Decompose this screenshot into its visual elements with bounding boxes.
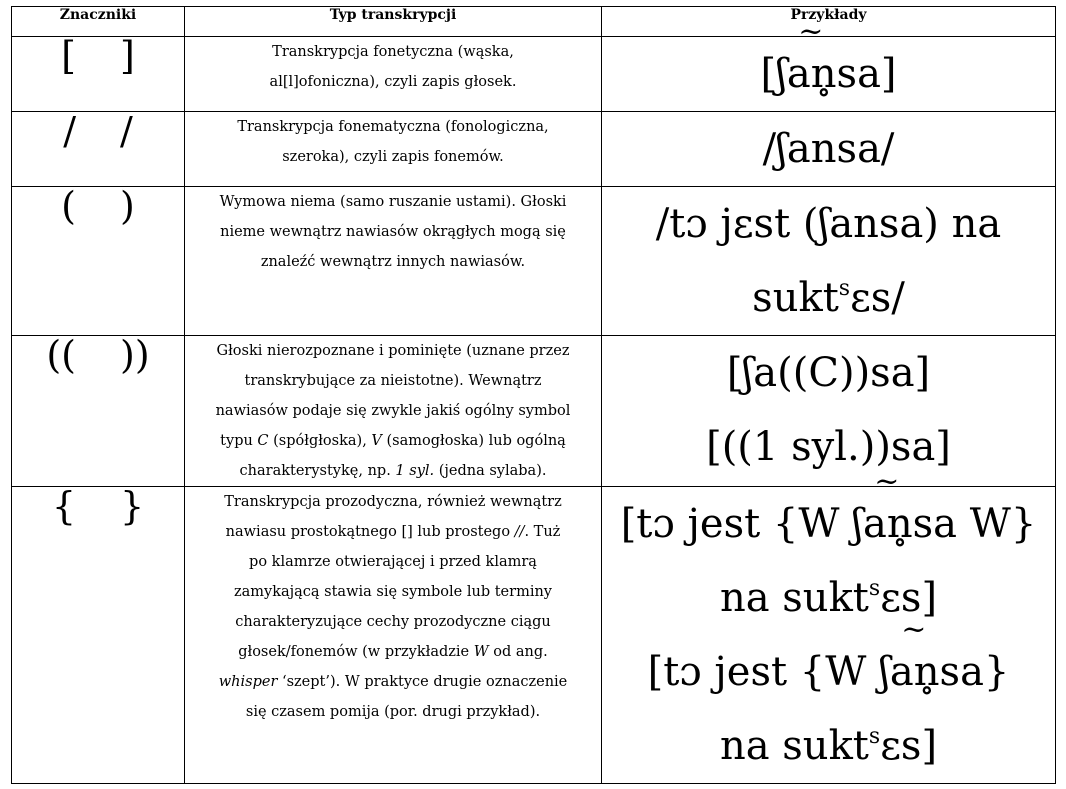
marker-open: { bbox=[51, 484, 76, 528]
marker-open: [ bbox=[61, 34, 76, 78]
table-row bbox=[12, 487, 1056, 784]
description-line: zamykającą stawia się symbole lub terminy bbox=[233, 584, 552, 600]
header-row bbox=[12, 7, 1056, 37]
description-line: Transkrypcja fonetyczna (wąska, bbox=[272, 44, 514, 60]
example-line: na sukt$^s$ɛs] bbox=[719, 575, 938, 621]
marker-cell bbox=[12, 184, 185, 336]
description-line: Transkrypcja fonematyczna (fonologiczna, bbox=[237, 119, 549, 135]
marker-close: )) bbox=[120, 333, 150, 377]
table-row bbox=[12, 187, 1056, 336]
header-examples: Przykłady bbox=[602, 7, 1056, 37]
description-line: się czasem pomija (por. drugi przykład). bbox=[245, 704, 541, 720]
example-line: [tɔ jest {W ʃa ~ n̥sa W} bbox=[620, 464, 1037, 547]
description-line: nawiasu prostokątnego [] lub prostego //. Tuż bbox=[225, 524, 561, 540]
description-line: Transkrypcja prozodyczna, również wewnątrz bbox=[224, 494, 562, 510]
description-line: charakterystykę, np. 1 syl. (jedna sylaba). bbox=[239, 463, 547, 479]
description-cell bbox=[185, 112, 602, 187]
marker-close: ] bbox=[120, 34, 135, 78]
description-line: nawiasów podaje się zwykle jakiś ogólny symbol bbox=[215, 403, 571, 419]
example-line: na sukt$^s$ɛs] bbox=[719, 723, 938, 769]
example-line: /tɔ jɛst (ʃansa) na bbox=[655, 201, 1002, 247]
marker-cell bbox=[12, 109, 185, 187]
description-line: Głoski nierozpoznane i pominięte (uznane przez bbox=[216, 343, 570, 359]
marker-close: ) bbox=[120, 184, 135, 228]
example-text: [ʃa bbox=[760, 51, 811, 97]
description-line: transkrybujące za nieistotne). Wewnątrz bbox=[244, 373, 542, 389]
marker-close: } bbox=[120, 484, 145, 528]
transcription-table bbox=[11, 6, 1056, 784]
description-line: nieme wewnątrz nawiasów okrągłych mogą się bbox=[220, 224, 566, 240]
description-line: głosek/fonemów (w przykładzie W od ang. bbox=[238, 644, 548, 660]
example-line: [tɔ jest {W ʃa ~ n̥sa} bbox=[647, 612, 1010, 695]
description-line: znaleźć wewnątrz innych nawiasów. bbox=[260, 254, 526, 270]
header-markers: Znaczniki bbox=[12, 7, 185, 37]
description-cell bbox=[185, 37, 602, 112]
example-line: [ʃa ~ n̥sa] bbox=[760, 14, 897, 97]
marker-cell bbox=[12, 333, 185, 487]
marker-open: / bbox=[63, 109, 76, 153]
marker-close: / bbox=[120, 109, 133, 153]
example-line: sukt$^s$ɛs/ bbox=[752, 275, 905, 321]
marker-open: (( bbox=[46, 333, 76, 377]
example-text: n̥sa] bbox=[810, 51, 897, 97]
example-line: /ʃansa/ bbox=[762, 126, 895, 172]
example-cell bbox=[602, 112, 1056, 187]
description-cell bbox=[185, 336, 602, 487]
description-line: whisper ‘szept’). W praktyce drugie oznaczenie bbox=[218, 674, 568, 690]
description-cell bbox=[185, 487, 602, 784]
description-line: charakteryzujące cechy prozodyczne ciągu bbox=[235, 614, 551, 630]
example-cell bbox=[602, 336, 1056, 487]
table-row bbox=[12, 37, 1056, 112]
description-line: al[l]ofoniczna), czyli zapis głosek. bbox=[269, 74, 517, 90]
example-line: [((1 syl.))sa] bbox=[706, 424, 951, 470]
description-line: szeroka), czyli zapis fonemów. bbox=[282, 149, 504, 165]
marker-cell bbox=[12, 34, 185, 112]
marker-cell bbox=[12, 484, 185, 784]
description-line: typu C (spółgłoska), V (samogłoska) lub ogólną bbox=[220, 433, 566, 449]
example-line: [ʃa((C))sa] bbox=[726, 350, 931, 396]
description-cell bbox=[185, 187, 602, 336]
description-line: Wymowa niema (samo ruszanie ustami). Głoski bbox=[219, 194, 567, 210]
example-cell bbox=[602, 187, 1056, 336]
marker-open: ( bbox=[61, 184, 76, 228]
header-type: Typ transkrypcji bbox=[185, 7, 602, 37]
description-line: po klamrze otwierającej i przed klamrą bbox=[249, 554, 537, 570]
table-row bbox=[12, 112, 1056, 187]
example-cell bbox=[602, 464, 1056, 784]
